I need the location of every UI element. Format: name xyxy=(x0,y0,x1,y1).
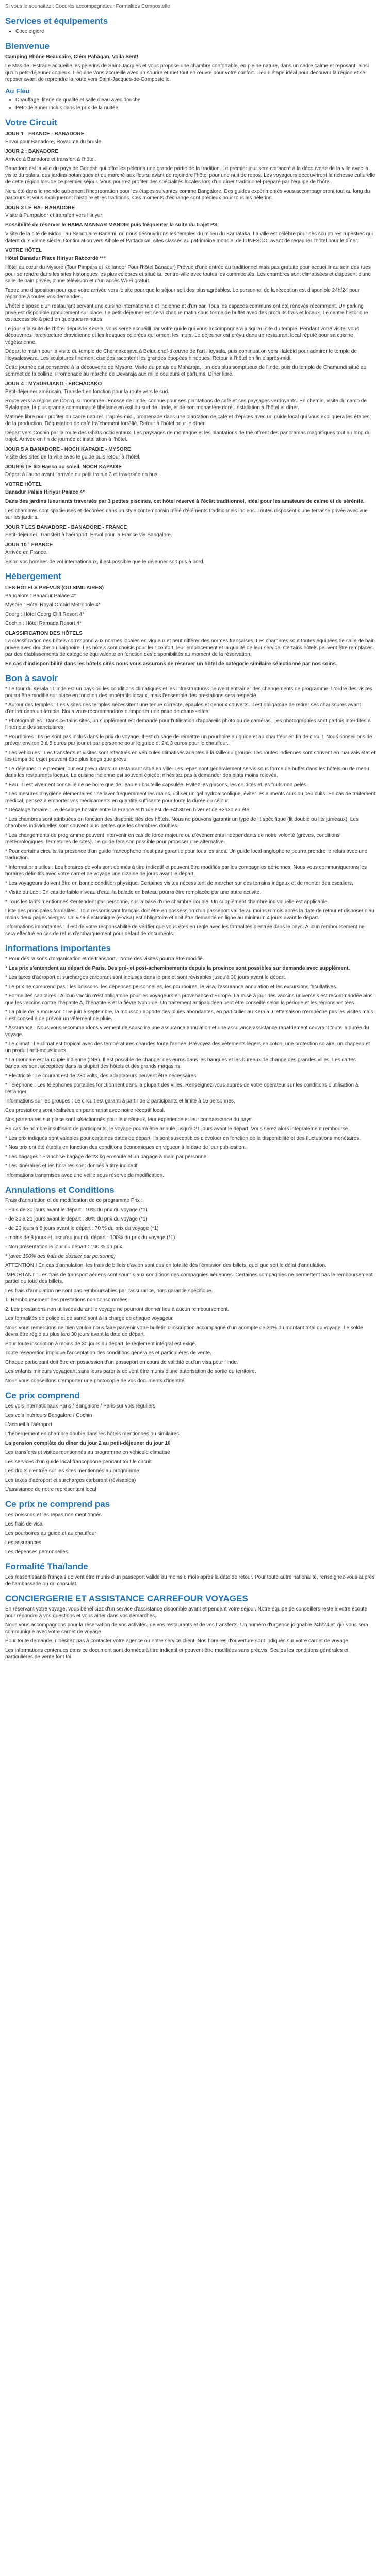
info-item: * Électricité : Le courant est de 230 volts, des adaptateurs peuvent être nécessaires. xyxy=(5,1073,198,1079)
conciergerie-text: Nous vous accompagnons pour la réservation de vos activités, de vos restaurants et de vos transferts. Un numéro d'urgence joignable 24h/24 et 7j/7 vous sera communiqué avec votre carnet de voyage. xyxy=(5,1622,368,1635)
day-text: Visite de la cité de Bidouli au Sanctuaire Badami, où nous découvrirons les temples du milieu du Karnataka. La ville est célèbre pour ses sculptures rupestres qui datent du sixième siècle. Continuation vers Aihole et Pattadakal, sites classés au patrimoine mondial de l'UNESCO, avant de regagner l'hôtel pour le dîner. xyxy=(5,231,373,244)
annulation-text: 1. Remboursement des prestations non consommées. xyxy=(5,1297,129,1303)
intro-text: Si vous le souhaitez : Cocurès accompagnateur Formalités Compostelle xyxy=(5,4,170,9)
info-item: * Le prix ne comprend pas : les boissons, les dépenses personnelles, les pourboires, le visa, l'assurance annulation et les excursions facultatives. xyxy=(5,984,337,990)
day-title: JOUR 10 : FRANCE xyxy=(5,542,53,548)
votre-circuit-title: Votre Circuit xyxy=(5,117,57,127)
day-title: JOUR 5 A BANADORE - NOCH KAPADIE - MYSORE xyxy=(5,447,131,452)
day-text: Possibilité de réserver le HAMA MANNAR MANDIR puis fréquenter la suite du trajet PS xyxy=(5,222,218,228)
services-title: Services et équipements xyxy=(5,16,108,26)
formalite-text: Les ressortissants français doivent être munis d'un passeport valide au moins 6 mois après la date de retour. Pour toute autre nationalité, renseignez-vous auprès de l'ambassade ou du consulat. xyxy=(5,1574,375,1587)
bon-savoir-item: * Pourboires : Ils ne sont pas inclus dans le prix du voyage. Il est d'usage de remettre un pourboire au guide et au chauffeur en fin de circuit. Nous conseillons de prévoir environ 3 à 5 euros par jour et par personne pour le guide et 2 à 3 euros pour le chauffeur. xyxy=(5,734,372,747)
info-item: * Téléphone : Les téléphones portables fonctionnent dans la plupart des villes. Renseignez-vous auprès de votre opérateur sur les conditions d'utilisation à l'étranger. xyxy=(5,1082,359,1095)
day-text: Visite à Pumpaloor et transfert vers Hiriyur xyxy=(5,213,102,218)
annulation-text: 2. Les prestations non utilisées durant le voyage ne pourront donner lieu à aucun remboursement. xyxy=(5,1307,230,1312)
annulation-intro: Frais d'annulation et de modification de ce programme Prix : xyxy=(5,1198,143,1204)
bon-savoir-item: * Les mesures d'hygiène élémentaires : se laver fréquemment les mains, utiliser un gel hydroalcoolique, éviter les aliments crus ou peu cuits. En cas de traitement médical, pensez à emporter vos médicaments en quantité suffisante pour toute la durée du séjour. xyxy=(5,791,376,804)
annulation-text: Les enfants mineurs voyageant sans leurs parents doivent être munis d'une autorisation de sortie du territoire. xyxy=(5,1369,256,1375)
annulation-text: Pour toute inscription à moins de 30 jours du départ, le règlement intégral est exigé. xyxy=(5,1341,197,1347)
hotel-text: Cette journée est consacrée à la découverte de Mysore. Visite du palais du Maharaja, l'un des plus somptueux de l'Inde, puis du temple de Chamundi situé au sommet de la colline. Promenade au marché de Devaraja aux mille couleurs et parfums. Dîner libre. xyxy=(5,365,367,377)
comprend-item: L'accueil à l'aéroport xyxy=(5,1422,53,1428)
annulation-text: IMPORTANT : Les frais de transport aériens sont soumis aux conditions des compagnies aériennes. Certaines compagnies ne permettent pas le remboursement partiel ou total des billets. xyxy=(5,1272,373,1284)
info-item: * Les prix indiqués sont valables pour certaines dates de départ. Ils sont susceptibles d'évoluer en fonction de la disponibilité et des fluctuations monétaires. xyxy=(5,1136,361,1141)
hotel-text: Hôtel au cœur du Mysore (Tour Pimpara et Kollanoor Pour l'hôtel Banadur) Prévue d'une entrée au traditionnel mais pas gratuite pour accueillir au sein des rues pour se rendre dans les sites historiques les plus célèbres et situé au centre-ville avec toutes les commodités. Les chambres sont climatisées et disposent d'une salle de bain privée, d'une télévision et d'un accès Wi-Fi gratuit. xyxy=(5,265,371,284)
info-item: Ces prestations sont réalisées en partenariat avec notre réceptif local. xyxy=(5,1108,165,1113)
comprend-item: Les transferts et visites mentionnés au programme en véhicule climatisé xyxy=(5,1450,170,1455)
hotel-line: Cochin : Hôtel Ramada Resort 4* xyxy=(5,621,82,626)
hotel-name: Banadur Palais Hiriyur Palace 4* xyxy=(5,489,85,495)
ne-comprend-pas-title: Ce prix ne comprend pas xyxy=(5,1499,110,1509)
info-item: * Assurance : Nous vous recommandons vivement de souscrire une assurance annulation et une assurance assistance rapatriement couvrant toute la durée du voyage. xyxy=(5,1025,369,1038)
hotel-name: Hôtel Banadur Place Hiriyur Raccordé *** xyxy=(5,256,106,261)
annulation-text: ATTENTION ! En cas d'annulation, les frais de billets d'avion sont dus en totalité dès l'émission des billets, quel que soit le délai d'annulation. xyxy=(5,1263,327,1268)
formalite-title: Formalité Thaïlande xyxy=(5,1562,88,1571)
chambres-title: Au Fleu xyxy=(5,87,30,95)
hotel-text: Départ le matin pour la visite du temple de Chennakesava à Belur, chef-d'œuvre de l'art Hoysala, puis continuation vers Halebid pour admirer le temple de Hoysaleswara. Les sculptures finement ciselées racontent les grandes épopées hindoues. Retour à l'hôtel en fin d'après-midi. xyxy=(5,349,357,361)
day-title: JOUR 1 : FRANCE - BANADORE xyxy=(5,131,85,137)
hotel-label: VOTRE HÔTEL xyxy=(5,482,42,487)
day-title: JOUR 6 TE I/D-Banco au soleil, NOCH KAPADIE xyxy=(5,464,122,470)
day-text: Départ à l'aube avant l'arrivée du petit train à 3 et traversée en bus. xyxy=(5,472,159,478)
hebergement-label: LES HÔTELS PRÉVUS (OU SIMILAIRES) xyxy=(5,585,104,591)
day-text: Banadore est la ville du pays de Ganesh qui offre les pèlerins une grande partie de la tradition. Le premier jour sera consacré à la découverte de la ville avec la visite du palais, des jardins botaniques et du marché aux fleurs, avant de rejoindre l'hôtel pour une nuit de repos. Les voyageurs découvriront la richesse culturelle de cette région lors de ce premier séjour. Vous pourrez profiter des spécialités locales lors d'un dîner traditionnel préparé par l'équipe de l'hôtel. xyxy=(5,166,376,185)
day-text: Petit-déjeuner. Transfert à l'aéroport. Envol pour la France via Bangalore. xyxy=(5,532,172,538)
info-item: * Les prix s'entendent au départ de Paris. Des pré- et post-acheminements depuis la province sont possibles sur demande avec supplément. xyxy=(5,965,350,971)
conciergerie-text: En réservant votre voyage, vous bénéficiez d'un service d'assistance disponible avant et pendant votre séjour. Notre équipe de conseillers reste à votre écoute pour répondre à vos questions et vous aider dans vos démarches. xyxy=(5,1606,368,1619)
list-item: • Cocoleigiere xyxy=(15,28,376,35)
conciergerie-text: Pour toute demande, n'hésitez pas à contacter votre agence ou notre service client. Nos horaires d'ouverture sont indiqués sur votre carnet de voyage. xyxy=(5,1638,350,1644)
ne-comprend-item: Les dépenses personnelles xyxy=(5,1549,68,1555)
comprend-item: L'assistance de notre représentant local xyxy=(5,1487,96,1493)
hotel-text: Les chambres sont spacieuses et décorées dans un style contemporain mêlé d'éléments traditionnels indiens. Toutes disposent d'une terrasse privée avec vue sur les jardins. xyxy=(5,508,368,520)
info-item: * Les taxes d'aéroport et surcharges carburant sont incluses dans le prix et sont révisables jusqu'à 30 jours avant le départ. xyxy=(5,975,286,980)
comprend-item: La pension complète du dîner du jour 2 au petit-déjeuner du jour 10 xyxy=(5,1440,171,1446)
conciergerie-title: CONCIERGERIE ET ASSISTANCE CARREFOUR VOYAGES xyxy=(5,1594,248,1603)
services-list xyxy=(5,28,376,35)
day-text: Départ vers Cochin par la route des Ghâts occidentaux. Les paysages de montagne et les plantations de thé offrent des panoramas magnifiques tout au long du trajet. Arrivée en fin de journée et installation à l'hôtel. xyxy=(5,430,371,443)
info-item: * Les itinéraires et les horaires sont donnés à titre indicatif. xyxy=(5,1163,139,1169)
annulation-line: - de 20 jours à 8 jours avant le départ : 70 % du prix du voyage (*1) xyxy=(5,1226,159,1231)
info-item: * Les bagages : Franchise bagage de 23 kg en soute et un bagage à main par personne. xyxy=(5,1154,208,1160)
day-text: Selon vos horaires de vol internationaux, il est possible que le déjeuner soit pris à bord. xyxy=(5,559,205,565)
hebergement-text: La classification des hôtels correspond aux normes locales en vigueur et peut différer des normes françaises. Les chambres sont toutes équipées de salle de bain privée avec douche ou baignoire. Les hôtels sont choisis pour leur confort, leur emplacement et la qualité de leur service. Certains hôtels peuvent être remplacés par des établissements de catégorie équivalente en fonction des disponibilités au moment de la réservation. xyxy=(5,638,375,657)
info-item: Nos partenaires sur place sont sélectionnés pour leur sérieux, leur expérience et leur connaissance du pays. xyxy=(5,1117,253,1123)
info-item: En cas de nombre insuffisant de participants, le voyage pourra être annulé jusqu'à 21 jours avant le départ. Vous serez alors intégralement remboursé. xyxy=(5,1126,350,1132)
day-title: JOUR 4 : MYSURUIANO - ERCHACAKO xyxy=(5,381,102,387)
day-text: Matinée libre pour profiter du cadre naturel. L'après-midi, promenade dans une plantation de café et d'épices avec un guide local qui vous expliquera les étapes de la production. Dégustation de café fraîchement torréfié. Retour à l'hôtel pour le dîner. xyxy=(5,414,370,427)
comprend-item: Les droits d'entrée sur les sites mentionnés au programme xyxy=(5,1468,139,1474)
bon-savoir-item: Informations importantes : Il est de votre responsabilité de vérifier que vous êtes en règle avec les formalités d'entrée dans le pays. Aucun remboursement ne sera effectué en cas de refus d'embarquement pour défaut de documents. xyxy=(5,924,365,937)
hebergement-text: En cas d'indisponibilité dans les hôtels cités nous vous assurons de réserver un hôtel de catégorie similaire sélectionné par nos soins. xyxy=(5,661,337,667)
day-title: JOUR 7 LES BANADORE - BANADORE - FRANCE xyxy=(5,524,127,530)
day-text: Envoi pour Banadore, Royaume du brusle. xyxy=(5,139,103,145)
annulation-line: - de 30 à 21 jours avant le départ : 30% du prix du voyage (*1) xyxy=(5,1216,148,1222)
bon-savoir-item: * Autour des temples : Les visites des temples nécessitent une tenue correcte, épaules et genoux couverts. Il est obligatoire de retirer ses chaussures avant d'entrer dans un temple. Nous vous recommandons d'emporter une paire de chaussettes. xyxy=(5,702,361,715)
ne-comprend-item: Les frais de visa xyxy=(5,1521,43,1527)
day-text: Route vers la région de Coorg, surnommée l'Écosse de l'Inde, connue pour ses plantations de café et ses paysages verdoyants. En chemin, visite du camp de Bylakuppe, la plus grande communauté tibétaine en exil du sud de l'Inde, et de son monastère doré. Installation à l'hôtel et dîner. xyxy=(5,398,367,411)
ne-comprend-item: Les pourboires au guide et au chauffeur xyxy=(5,1531,96,1536)
annulation-note: * (avec 100% des frais de dossier par personne) xyxy=(5,1253,116,1259)
day-text: Arrivée en France. xyxy=(5,550,48,555)
bienvenue-subtitle: Camping Rhône Beaucaire, Clém Pahagan, Voila Sent! xyxy=(5,54,139,60)
annulation-text: Chaque participant doit être en possession d'un passeport en cours de validité et d'un visa pour l'Inde. xyxy=(5,1360,238,1365)
annulation-text: Les formalités de police et de santé sont à la charge de chaque voyageur. xyxy=(5,1316,174,1321)
annulation-line: - Plus de 30 jours avant le départ : 10% du prix du voyage (*1) xyxy=(5,1207,148,1213)
bienvenue-title: Bienvenue xyxy=(5,41,50,51)
annulation-line: - Non présentation le jour du départ : 100 % du prix xyxy=(5,1244,122,1250)
hotel-line: Bangalore : Banadur Palace 4* xyxy=(5,593,76,599)
bon-savoir-item: * Pour certains circuits, la présence d'un guide francophone n'est pas garantie pour tous les sites. Un guide local anglophone pourra prendre le relais avec une traduction. xyxy=(5,849,368,861)
day-title: JOUR 2 : BANADORE xyxy=(5,149,58,155)
hotel-line: Coorg : Hôtel Coorg Cliff Resort 4* xyxy=(5,612,85,617)
chambres-list xyxy=(5,97,376,111)
hebergement-title: Hébergement xyxy=(5,571,61,581)
comprend-item: L'hébergement en chambre double dans les hôtels mentionnés ou similaires xyxy=(5,1431,180,1437)
info-item: Informations transmises avec une veille sous réserve de modification. xyxy=(5,1173,164,1178)
hebergement-label: CLASSIFICATION DES HÔTELS xyxy=(5,631,83,636)
hotel-text: L'hôtel dispose d'un restaurant servant une cuisine internationale et indienne et d'un bar. Tous les espaces communs ont été rénovés récemment. Un parking privé est disponible gratuitement sur place. Le petit-déjeuner est servi chaque matin sous forme de buffet avec des produits frais et locaux. Le centre historique est accessible à pied en quelques minutes. xyxy=(5,303,368,323)
comprend-item: Les taxes d'aéroport et surcharges carburant (révisables) xyxy=(5,1478,136,1483)
annulation-text: Toute réservation implique l'acceptation des conditions générales et particulières de vente. xyxy=(5,1350,211,1356)
bon-savoir-item: * Décalage horaire : Le décalage horaire entre la France et l'Inde est de +4h30 en hiver et de +3h30 en été. xyxy=(5,807,251,813)
day-text: Petit-déjeuner américain. Transfert en fonction pour la route vers le sud. xyxy=(5,389,169,395)
info-item: * La monnaie est la roupie indienne (INR). Il est possible de changer des euros dans les banques et les bureaux de change des grandes villes. Les cartes bancaires sont acceptées dans la plupart des hôtels et des grands magasins. xyxy=(5,1057,356,1070)
annulation-text: Nous vous conseillons d'emporter une photocopie de vos documents d'identité. xyxy=(5,1378,186,1384)
comprend-item: Les vols intérieurs Bangalore / Cochin xyxy=(5,1413,92,1418)
day-text: Visite des sites de la ville avec le guide puis retour à l'hôtel. xyxy=(5,454,141,460)
bon-savoir-item: * Les véhicules : Les transferts et visites sont effectués en véhicules climatisés adaptés à la taille du groupe. Les routes indiennes sont souvent en mauvais état et les temps de trajet peuvent être plus longs que prévu. xyxy=(5,750,376,762)
ne-comprend-item: Les assurances xyxy=(5,1540,42,1546)
bon-savoir-item: * Les changements de programme peuvent intervenir en cas de force majeure ou d'événements indépendants de notre volonté (grèves, conditions météorologiques, fermetures de sites). Le guide fera son possible pour proposer une alternative. xyxy=(5,833,340,845)
bienvenue-text: Le Mas de l'Estrade accueille les pèlerins de Saint-Jacques et vous propose une chambre confortable, en pleine nature, dans un cadre calme et reposant, ainsi qu'un petit-déjeuner copieux. L'équipe vous accueille avec un sourire et met tout en œuvre pour votre confort. Lieu d'étape idéal pour découvrir la région et se reposer avant de reprendre la route vers Saint-Jacques-de-Compostelle. xyxy=(5,63,369,82)
comprend-item: Les vols internationaux Paris / Bangalore / Paris sur vols réguliers xyxy=(5,1403,156,1409)
conciergerie-text: Les informations contenues dans ce document sont données à titre indicatif et peuvent être modifiées sans préavis. Seules les conditions générales et particulières de vente font foi. xyxy=(5,1648,349,1660)
annulation-line: - moins de 8 jours et jusqu'au jour du départ : 100% du prix du voyage (*1) xyxy=(5,1235,175,1241)
info-item: * Le climat : Le climat est tropical avec des températures chaudes toute l'année. Prévoyez des vêtements légers en coton, une protection solaire, un chapeau et un produit anti-moustiques. xyxy=(5,1041,370,1054)
annulation-text: Nous vous remercions de bien vouloir nous faire parvenir votre bulletin d'inscription accompagné d'un acompte de 30% du montant total du voyage. Le solde devra être réglé au plus tard 30 jours avant la date de départ. xyxy=(5,1325,363,1337)
bon-savoir-item: * Eau : Il est vivement conseillé de ne boire que de l'eau en bouteille capsulée. Évitez les glaçons, les crudités et les fruits non pelés. xyxy=(5,782,308,788)
bon-savoir-item: Liste des principales formalités : Tout ressortissant français doit être en possession d'un passeport valide au moins 6 mois après la date de retour et disposer d'au moins deux pages vierges. Un visa électronique (e-Visa) est obligatoire et doit être demandé en ligne au minimum 4 jours avant le départ. xyxy=(5,908,374,921)
hotel-text: Le jour 6 la suite de l'hôtel depuis le Kerala, vous serez accueilli par votre guide qui vous accompagnera jusqu'au site du temple. Pendant votre visite, vous découvrirez l'architecture dravidienne et les fresques colorées qui ornent les murs. Le déjeuner est prévu dans un restaurant local réputé pour sa cuisine végétarienne. xyxy=(5,326,359,345)
hotel-text: Dans des jardins luxuriants traversés par 3 petites piscines, cet hôtel réservé à l'éclat traditionnel, idéal pour les amateurs de calme et de sérénité. xyxy=(5,499,365,504)
day-text: Ne a été dans le monde autrement l'incorporation pour les étapes suivantes comme Bangalore. Des guides expérimentés vous accompagneront tout au long du parcours et vous expliqueront l'histoire et les traditions. Ces moments d'échange sont précieux pour tous les pèlerins. xyxy=(5,189,370,201)
annulation-title: Annulations et Conditions xyxy=(5,1185,115,1195)
list-item: • Petit-déjeuner inclus dans le prix de la nuitée xyxy=(15,105,376,111)
info-item: Informations sur les groupes : Le circuit est garanti à partir de 2 participants et limité à 16 personnes. xyxy=(5,1098,235,1104)
day-title: JOUR 3 LE BA - BANADORE xyxy=(5,205,75,211)
day-text: Arrivée à Banadore et transfert à l'hôtel. xyxy=(5,157,96,162)
bon-savoir-item: * Informations utiles : Les horaires de vols sont donnés à titre indicatif et peuvent être modifiés par les compagnies aériennes. Nous vous communiquerons les horaires définitifs avec votre carnet de voyage une dizaine de jours avant le départ. xyxy=(5,865,367,877)
info-item: * Pour des raisons d'organisation et de transport, l'ordre des visites pourra être modifié. xyxy=(5,956,204,962)
bon-savoir-item: * Visite du Lac : En cas de faible niveau d'eau, la balade en bateau pourra être remplacée par une autre activité. xyxy=(5,890,261,895)
comprend-item: Les services d'un guide local francophone pendant tout le circuit xyxy=(5,1459,152,1465)
bon-savoir-title: Bon à savoir xyxy=(5,673,58,683)
ce-prix-comprend-title: Ce prix comprend xyxy=(5,1391,80,1400)
infos-importantes-title: Informations importantes xyxy=(5,943,111,953)
hotel-line: Mysore : Hôtel Royal Orchid Metropole 4* xyxy=(5,602,101,608)
bon-savoir-item: * Photographies : Dans certains sites, un supplément est demandé pour l'utilisation d'appareils photo ou de caméras. Les photographies sont parfois interdites à l'intérieur des sanctuaires. xyxy=(5,718,371,731)
bon-savoir-item: * Les voyageurs doivent être en bonne condition physique. Certaines visites nécessitent de marcher sur des terrains inégaux et de monter des escaliers. xyxy=(5,880,353,886)
hotel-text: Tapez une disposition pour que votre arrivée vers le site pour que le séjour soit des plus agréables. Le personnel de la réception est disponible 24h/24 pour répondre à toutes vos demandes. xyxy=(5,287,360,300)
bon-savoir-item: * Le tour du Kerala : L'Inde est un pays où les conditions climatiques et les infrastructures peuvent entraîner des changements de programme. L'ordre des visites pourra être modifié sur place en fonction des impératifs locaux, mais l'ensemble des prestations sera respecté. xyxy=(5,686,372,699)
hotel-label: VOTRE HÔTEL xyxy=(5,248,42,253)
info-item: * Nos prix ont été établis en fonction des conditions économiques en vigueur à la date de leur publication. xyxy=(5,1145,246,1150)
info-item: * La pluie de la mousson : De juin à septembre, la mousson apporte des pluies abondantes, en particulier au Kerala. Cette saison n'empêche pas les visites mais il est conseillé de prévoir un vêtement de pluie. xyxy=(5,1009,373,1022)
info-item: * Formalités sanitaires : Aucun vaccin n'est obligatoire pour les voyageurs en provenance d'Europe. La mise à jour des vaccins universels est recommandée ainsi que les vaccins contre l'hépatite A, l'hépatite B et la fièvre typhoïde. Un traitement antipaludéen peut être conseillé selon la période et les régions visitées. xyxy=(5,993,374,1006)
bon-savoir-item: * Tous les tarifs mentionnés s'entendent par personne, sur la base d'une chambre double. Un supplément chambre individuelle est applicable. xyxy=(5,899,329,905)
bon-savoir-item: * Les chambres sont attribuées en fonction des disponibilités des hôtels. Nous ne pouvons garantir un type de lit spécifique (lit double ou lits jumeaux). Les chambres individuelles sont souvent plus petites que les chambres doubles. xyxy=(5,817,359,829)
list-item: • Chauffage, literie de qualité et salle d'eau avec douche xyxy=(15,97,376,104)
ne-comprend-item: Les boissons et les repas non mentionnés xyxy=(5,1512,102,1518)
bon-savoir-item: * Le déjeuner : Le premier jour est prévu dans un restaurant situé en ville. Les repas sont généralement servis sous forme de buffet dans les hôtels ou de menu dans les restaurants locaux. La cuisine indienne est souvent épicée, n'hésitez pas à demander des plats moins relevés. xyxy=(5,766,369,778)
annulation-text: Les frais d'annulation ne sont pas remboursables par l'assurance, hors garantie spécifique. xyxy=(5,1288,213,1294)
